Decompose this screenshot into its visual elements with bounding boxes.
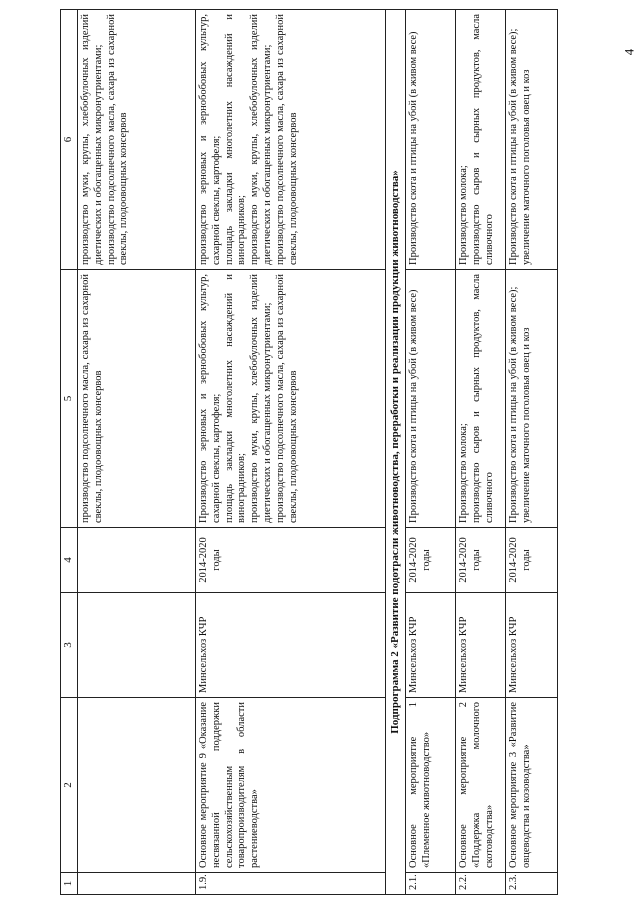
executor-cell: Минсельхоз КЧР [406,593,456,698]
row-number [78,873,196,895]
indicators-cell: Производство зерновых и зернобобовых культур, сахарной свеклы, картофеля; площадь закладки многолетних насаждений и виноградников; производство муки, крупы, хлебобулочных изделий диетических и обогащенных микронутриентами; производство подсолнечного масла, сахара из сахарной свеклы, плодоовощных консервов [196,270,386,528]
subprogram-row [386,10,406,895]
executor-cell: Минсельхоз КЧР [506,593,558,698]
row-number: 1.9. [196,873,386,895]
subprogram-title: Подпрограмма 2 «Развитие подотрасли животноводства, переработки и реализации продукции животноводства» [386,10,406,895]
measure-cell: Основное мероприятие 2 «Поддержка молочного скотоводства» [456,698,506,873]
indicators-cell: Производство молока; производство сыров и сырных продуктов, масла сливочного [456,270,506,528]
results-cell: Производство скота и птицы на убой (в живом весе); увеличение маточного поголовья овец и коз [506,10,558,270]
program-table [60,9,558,895]
col-num-5: 5 [61,270,78,528]
executor-cell [78,593,196,698]
col-num-4: 4 [61,528,78,593]
measure-cell: Основное мероприятие 9 «Оказание несвязанной поддержки сельскохозяйственным товаропроизводителям в области растениеводства» [196,698,386,873]
col-num-2: 2 [61,698,78,873]
program-table-sheet [60,10,630,895]
indicators-cell: Производство скота и птицы на убой (в живом весе); увеличение маточного поголовья овец и коз [506,270,558,528]
measure-cell [78,698,196,873]
table-row [78,10,196,895]
period-cell [78,528,196,593]
results-cell: Производство молока; производство сыров и сырных продуктов, масла сливочного [456,10,506,270]
results-cell: производство муки, крупы, хлебобулочных изделий диетических и обогащенных микронутриентами; производство подсолнечного масла, сахара из сахарной свеклы, плодоовощных консервов [78,10,196,270]
executor-cell: Минсельхоз КЧР [196,593,386,698]
measure-cell: Основное мероприятие 3 «Развитие овцеводства и козоводства» [506,698,558,873]
results-cell: Производство скота и птицы на убой (в живом весе) [406,10,456,270]
table-row [456,10,506,895]
results-cell: производство зерновых и зернобобовых культур, сахарной свеклы, картофеля; площадь закладки многолетних насаждений и виноградников; производство муки, крупы, хлебобулочных изделий диетических и обогащенных микронутриентами; производство подсолнечного масла, сахара из сахарной свеклы, плодоовощных консервов [196,10,386,270]
measure-cell: Основное мероприятие 1 «Племенное животноводство» [406,698,456,873]
col-num-3: 3 [61,593,78,698]
row-number: 2.1. [406,873,456,895]
page-number: 4 [620,48,636,56]
table-row [406,10,456,895]
indicators-cell: Производство скота и птицы на убой (в живом весе) [406,270,456,528]
table-row [196,10,386,895]
executor-cell: Минсельхоз КЧР [456,593,506,698]
row-number: 2.2. [456,873,506,895]
table-row [506,10,558,895]
col-num-6: 6 [61,10,78,270]
period-cell: 2014-2020 годы [456,528,506,593]
period-cell: 2014-2020 годы [406,528,456,593]
period-cell: 2014-2020 годы [196,528,386,593]
period-cell: 2014-2020 годы [506,528,558,593]
col-num-1: 1 [61,873,78,895]
indicators-cell: производство подсолнечного масла, сахара из сахарной свеклы, плодоовощных консервов [78,270,196,528]
row-number: 2.3. [506,873,558,895]
column-number-row [61,10,78,895]
